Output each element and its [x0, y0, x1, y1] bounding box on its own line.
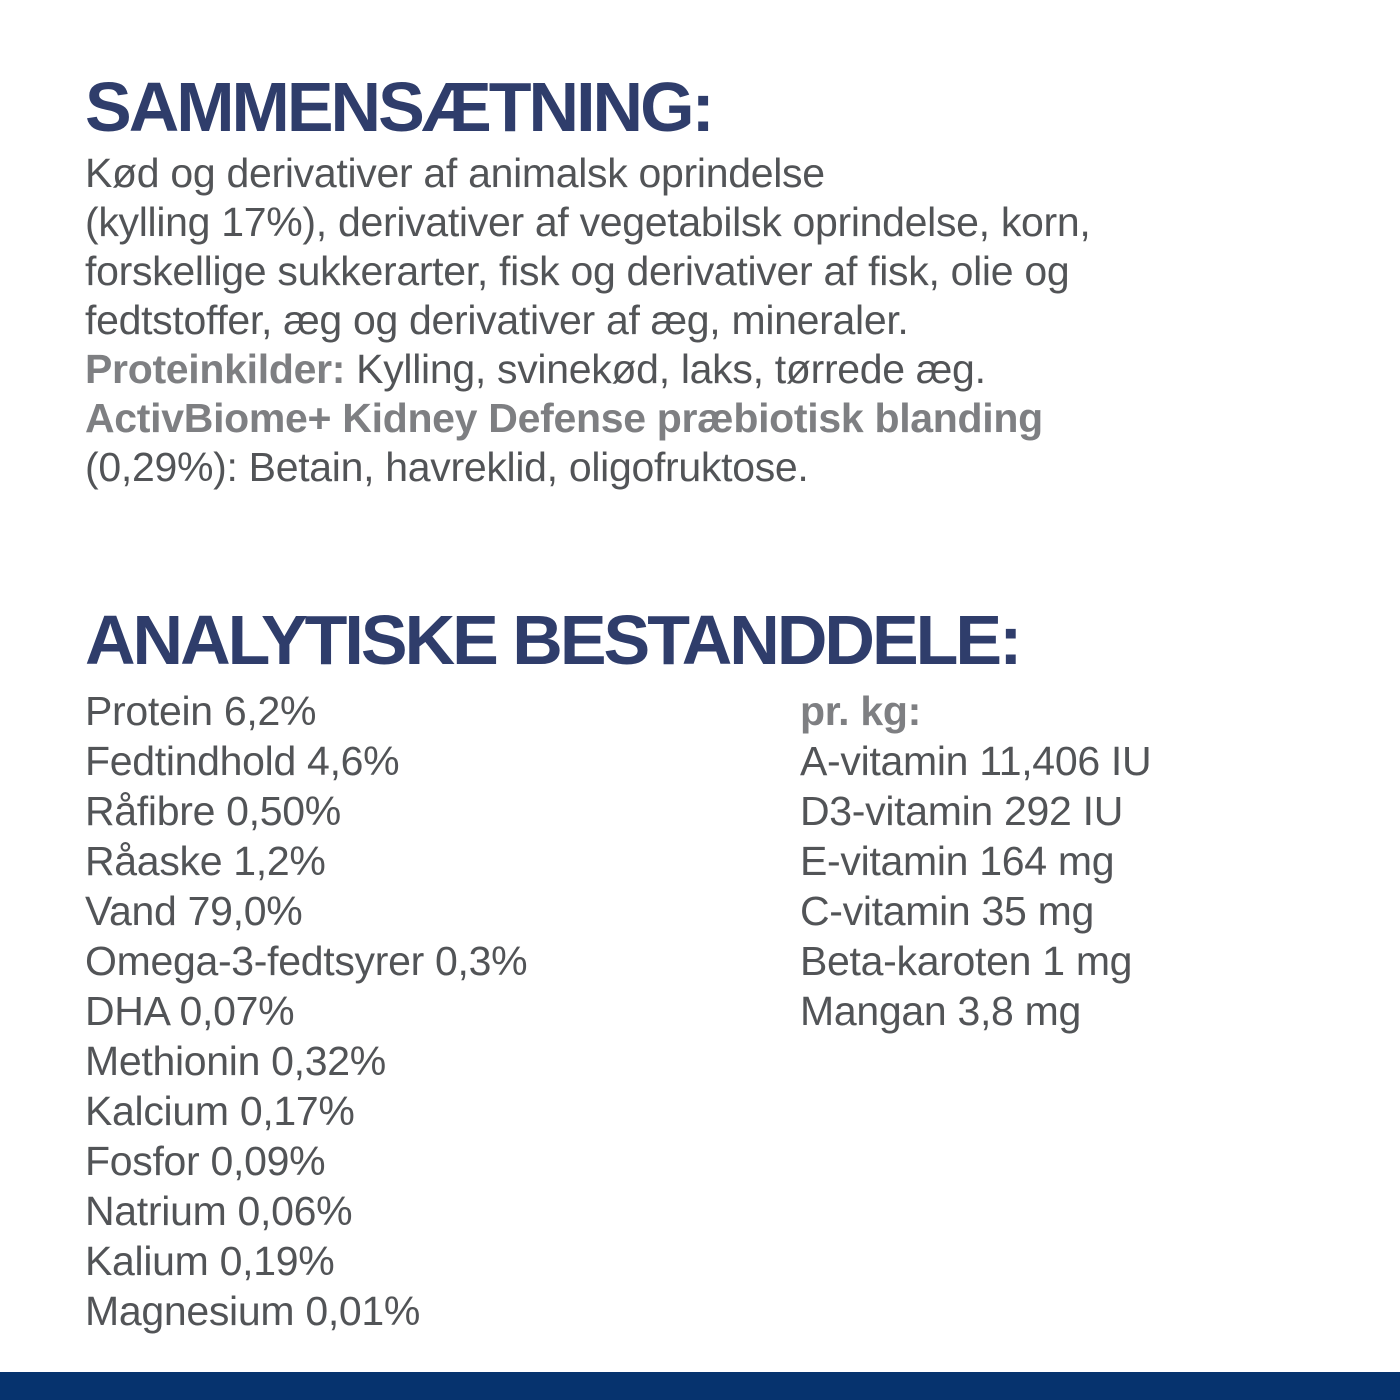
analytical-item: Omega-3-fedtsyrer 0,3%	[85, 938, 528, 984]
analytical-item: Fosfor 0,09%	[85, 1138, 326, 1184]
analytical-item: Råfibre 0,50%	[85, 788, 341, 834]
composition-body	[85, 149, 1091, 492]
composition-line	[85, 149, 1091, 198]
composition-line	[85, 296, 1091, 345]
composition-text-segment: fedtstoffer, æg og derivativer af æg, mineraler.	[85, 297, 909, 343]
analytical-item: E-vitamin 164 mg	[800, 838, 1115, 884]
composition-line	[85, 345, 1091, 394]
analytical-item: Protein 6,2%	[85, 688, 317, 734]
analytical-item: D3-vitamin 292 IU	[800, 788, 1124, 834]
analytical-item: Råaske 1,2%	[85, 838, 326, 884]
composition-line	[85, 198, 1091, 247]
composition-section-title: SAMMENSÆTNING:	[85, 68, 712, 146]
analytical-item: C-vitamin 35 mg	[800, 888, 1094, 934]
analytical-section-title: ANALYTISKE BESTANDDELE:	[85, 601, 1020, 679]
analytical-left-column	[85, 686, 527, 1336]
analytical-item: Kalium 0,19%	[85, 1238, 335, 1284]
composition-bold-segment: Proteinkilder:	[85, 346, 346, 392]
analytical-item: Kalcium 0,17%	[85, 1088, 355, 1134]
analytical-item: Mangan 3,8 mg	[800, 988, 1081, 1034]
analytical-item: DHA 0,07%	[85, 988, 295, 1034]
analytical-right-column	[800, 686, 1151, 1036]
per-kg-header: pr. kg:	[800, 688, 921, 734]
footer-brand-bar	[0, 1372, 1400, 1400]
analytical-item: A-vitamin 11,406 IU	[800, 738, 1152, 784]
analytical-item: Natrium 0,06%	[85, 1188, 353, 1234]
composition-text-segment: Kylling, svinekød, laks, tørrede æg.	[345, 346, 986, 392]
analytical-item: Fedtindhold 4,6%	[85, 738, 400, 784]
composition-text-segment: (0,29%): Betain, havreklid, oligofruktose.	[85, 444, 809, 490]
analytical-item: Beta-karoten 1 mg	[800, 938, 1133, 984]
analytical-item: Vand 79,0%	[85, 888, 303, 934]
composition-text-segment: Kød og derivativer af animalsk oprindelse	[85, 150, 825, 196]
composition-text-segment: (kylling 17%), derivativer af vegetabilsk oprindelse, korn,	[85, 199, 1091, 245]
analytical-item: Magnesium 0,01%	[85, 1288, 421, 1334]
composition-line	[85, 394, 1091, 443]
composition-bold-segment: ActivBiome+ Kidney Defense præbiotisk blanding	[85, 395, 1043, 441]
composition-text-segment: forskellige sukkerarter, fisk og derivativer af fisk, olie og	[85, 248, 1070, 294]
composition-line	[85, 443, 1091, 492]
composition-line	[85, 247, 1091, 296]
analytical-item: Methionin 0,32%	[85, 1038, 386, 1084]
